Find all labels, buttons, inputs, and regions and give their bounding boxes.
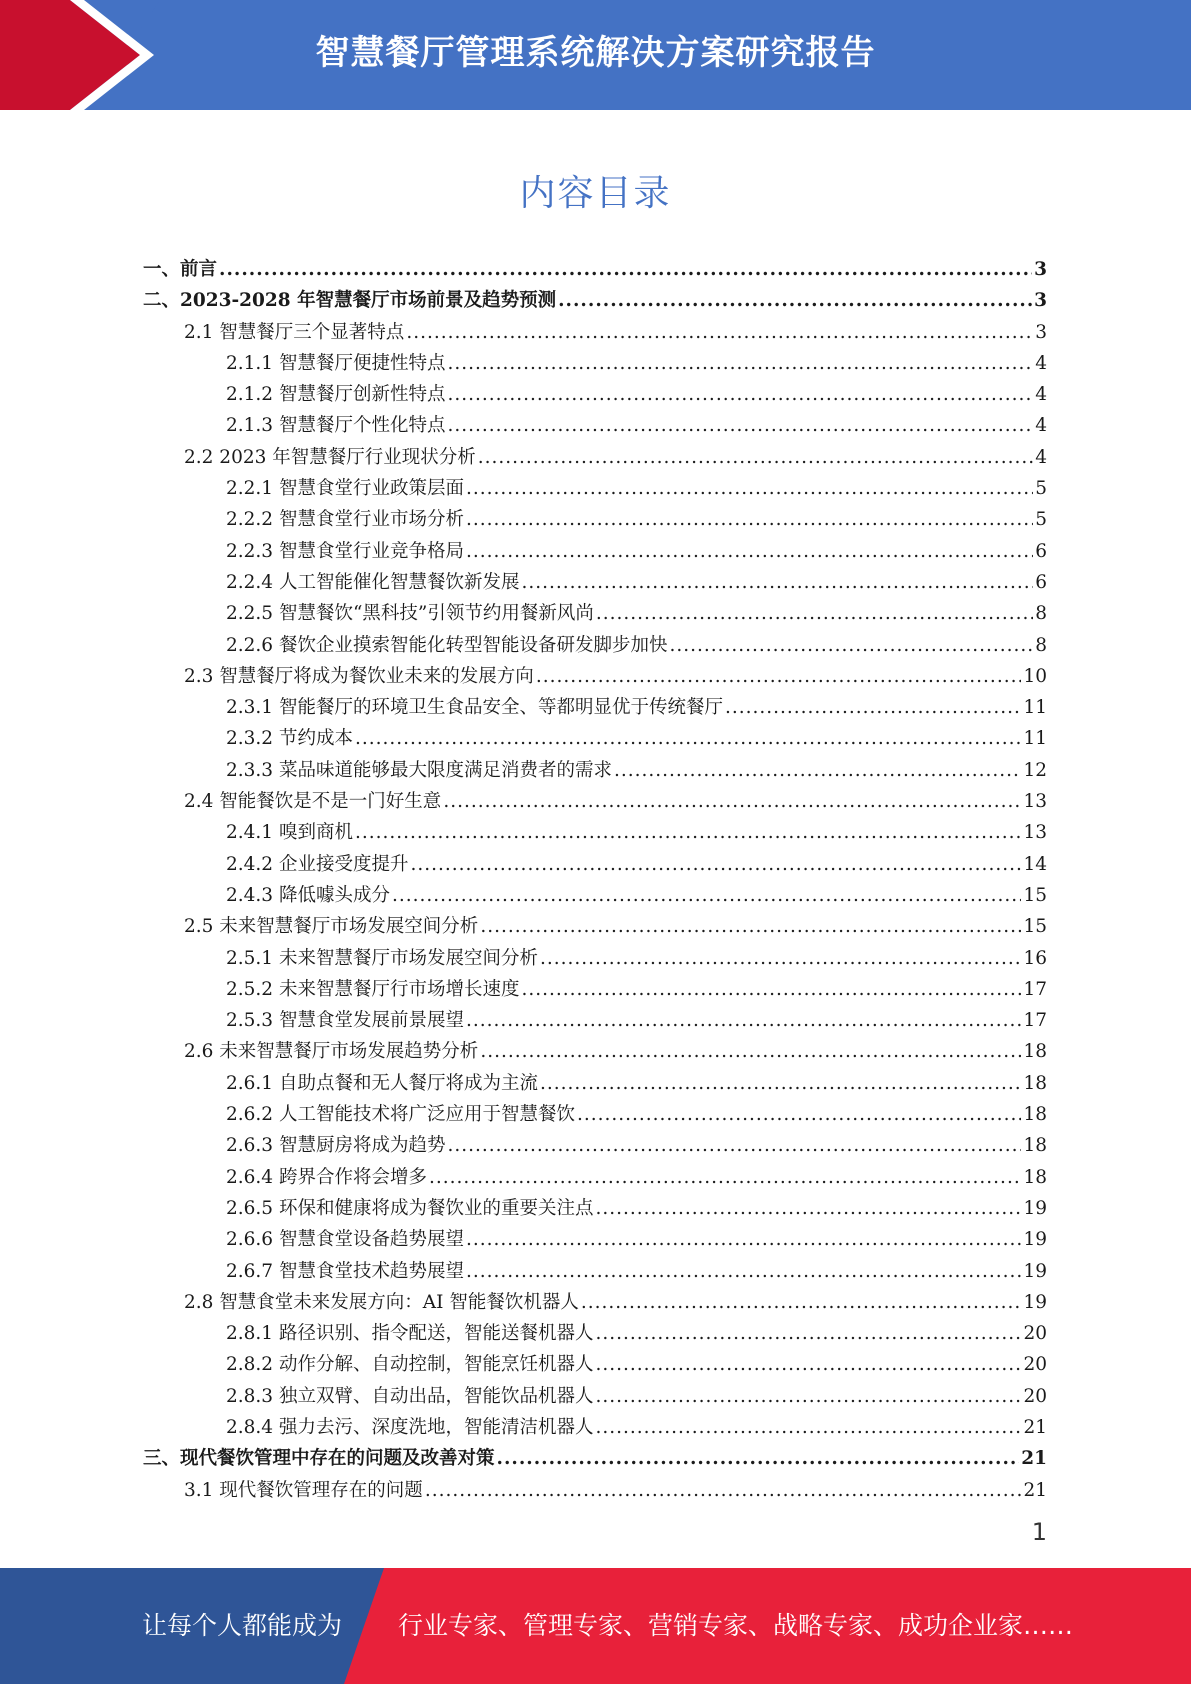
toc-entry[interactable] [143,1005,1047,1036]
toc-entry-label: 二、2023-2028 年智慧餐厅市场前景及趋势预测 [143,290,557,312]
toc-entry-page: 4 [1035,415,1047,437]
toc-entry[interactable] [143,598,1047,629]
toc-entry[interactable] [143,473,1047,504]
toc-entry-page: 16 [1023,947,1047,969]
toc-entry-label: 2.1 智慧餐厅三个显著特点 [184,321,405,343]
toc-entry-label: 2.2.3 智慧食堂行业竞争格局 [226,540,464,562]
toc-entry[interactable] [143,1412,1047,1443]
toc-entry-label: 2.4 智能餐饮是不是一门好生意 [184,791,442,813]
footer-slogan-right: 行业专家、管理专家、营销专家、战略专家、成功企业家…… [398,1611,1074,1640]
toc-entry[interactable] [143,661,1047,692]
toc-entry-label: 2.2.5 智慧餐饮“黑科技”引领节约用餐新风尚 [226,603,594,625]
toc-entry[interactable] [143,1099,1047,1130]
toc-entry[interactable] [143,317,1047,348]
toc-entry-page: 13 [1023,822,1047,844]
toc-entry[interactable] [143,723,1047,754]
toc-dot-leader [447,1130,1021,1161]
toc-entry-label: 2.6.4 跨界合作将会增多 [226,1166,427,1188]
toc-dot-leader [425,1475,1022,1506]
toc-entry-page: 15 [1023,916,1047,938]
toc-entry[interactable] [143,1287,1047,1318]
toc-entry-label: 2.2 2023 年智慧餐厅行业现状分析 [184,446,476,468]
toc-entry-label: 三、现代餐饮管理中存在的问题及改善对策 [143,1448,495,1470]
toc-dot-leader [447,410,1033,441]
toc-dot-leader [466,504,1033,535]
toc-dot-leader [581,1287,1022,1318]
toc-entry-page: 3 [1034,290,1047,312]
toc-dot-leader [595,1318,1021,1349]
toc-entry[interactable] [143,504,1047,535]
toc-entry-page: 3 [1035,321,1047,343]
toc-entry-page: 19 [1023,1260,1047,1282]
toc-entry[interactable] [143,410,1047,441]
toc-entry[interactable] [143,943,1047,974]
toc-entry[interactable] [143,442,1047,473]
toc-dot-leader [466,1256,1021,1287]
toc-entry-label: 2.8.4 强力去污、深度洗地，智能清洁机器人 [226,1416,594,1438]
toc-entry-label: 2.5.2 未来智慧餐厅行市场增长速度 [226,978,520,1000]
toc-entry-page: 18 [1023,1166,1047,1188]
toc-heading: 内容目录 [519,173,672,214]
toc-entry[interactable] [143,911,1047,942]
toc-entry-label: 2.2.6 餐饮企业摸索智能化转型智能设备研发脚步加快 [226,634,668,656]
toc-entry[interactable] [143,1193,1047,1224]
toc-dot-leader [355,817,1022,848]
toc-entry-page: 17 [1023,1010,1047,1032]
toc-entry-page: 19 [1023,1291,1047,1313]
toc-entry-label: 2.4.2 企业接受度提升 [226,853,409,875]
toc-entry[interactable] [143,1068,1047,1099]
toc-entry[interactable] [143,692,1047,723]
toc-entry-page: 18 [1023,1135,1047,1157]
toc-entry-page: 20 [1023,1385,1047,1407]
toc-entry-label: 2.8 智慧食堂未来发展方向：AI 智能餐饮机器人 [184,1291,579,1313]
toc-dot-leader [480,911,1021,942]
toc-entry-label: 2.3.2 节约成本 [226,728,353,750]
toc-dot-leader [536,661,1022,692]
toc-entry[interactable] [143,1349,1047,1380]
toc-entry[interactable] [143,1224,1047,1255]
toc-dot-leader [614,755,1021,786]
toc-entry-page: 4 [1035,352,1047,374]
toc-entry-page: 21 [1021,1448,1047,1470]
toc-dot-leader [595,1381,1021,1412]
toc-entry-page: 5 [1035,509,1047,531]
toc-entry-label: 2.5.3 智慧食堂发展前景展望 [226,1010,464,1032]
toc-entry-page: 11 [1023,697,1047,719]
toc-entry-page: 6 [1035,571,1047,593]
table-of-contents [143,254,1047,1506]
toc-entry-page: 3 [1034,259,1047,280]
toc-entry-label: 2.1.1 智慧餐厅便捷性特点 [226,352,446,374]
toc-entry[interactable] [143,1318,1047,1349]
toc-entry-label: 2.2.1 智慧食堂行业政策层面 [226,478,464,500]
toc-entry-page: 19 [1023,1229,1047,1251]
toc-entry[interactable] [143,536,1047,567]
toc-dot-leader [406,317,1033,348]
toc-entry[interactable] [143,630,1047,661]
toc-dot-leader [595,1412,1021,1443]
toc-entry-label: 2.4.1 嗅到商机 [226,822,353,844]
toc-dot-leader [466,1224,1021,1255]
toc-entry-page: 4 [1035,384,1047,406]
toc-entry-page: 12 [1023,759,1047,781]
toc-entry-label: 3.1 现代餐饮管理存在的问题 [184,1479,423,1501]
toc-dot-leader [577,1099,1021,1130]
toc-entry[interactable] [143,849,1047,880]
toc-entry[interactable] [143,755,1047,786]
document-title: 智慧餐厅管理系统解决方案研究报告 [315,33,876,73]
toc-dot-leader [392,880,1021,911]
toc-dot-leader [429,1162,1021,1193]
toc-entry[interactable] [143,379,1047,410]
toc-entry-label: 2.2.2 智慧食堂行业市场分析 [226,509,464,531]
toc-dot-leader [596,598,1033,629]
toc-dot-leader [466,473,1033,504]
toc-dot-leader [355,723,1022,754]
toc-dot-leader [478,442,1033,473]
toc-entry[interactable] [143,1162,1047,1193]
toc-entry-label: 2.6.6 智慧食堂设备趋势展望 [226,1229,464,1251]
toc-entry[interactable] [143,1475,1047,1506]
toc-entry-page: 5 [1035,478,1047,500]
toc-entry-label: 2.5.1 未来智慧餐厅市场发展空间分析 [226,947,538,969]
toc-entry-label: 2.8.2 动作分解、自动控制，智能烹饪机器人 [226,1354,594,1376]
toc-dot-leader [725,692,1021,723]
toc-entry-label: 2.5 未来智慧餐厅市场发展空间分析 [184,916,479,938]
toc-dot-leader [497,1443,1020,1474]
toc-dot-leader [521,567,1033,598]
toc-entry[interactable] [143,1036,1047,1067]
toc-entry-page: 19 [1023,1197,1047,1219]
toc-entry-page: 18 [1023,1104,1047,1126]
toc-entry-label: 2.1.2 智慧餐厅创新性特点 [226,384,446,406]
toc-dot-leader [595,1193,1021,1224]
toc-entry-label: 2.6.1 自助点餐和无人餐厅将成为主流 [226,1072,538,1094]
toc-entry-page: 11 [1023,728,1047,750]
toc-dot-leader [595,1349,1021,1380]
toc-entry-label: 2.6.7 智慧食堂技术趋势展望 [226,1260,464,1282]
toc-entry-label: 一、前言 [143,259,218,280]
toc-entry[interactable] [143,880,1047,911]
toc-dot-leader [540,943,1021,974]
toc-dot-leader [521,974,1021,1005]
chevron-arrow-icon [0,0,160,110]
toc-dot-leader [540,1068,1021,1099]
toc-entry-page: 13 [1023,791,1047,813]
toc-entry-page: 8 [1035,634,1047,656]
toc-entry-label: 2.6.5 环保和健康将成为餐饮业的重要关注点 [226,1197,594,1219]
toc-dot-leader [669,630,1033,661]
toc-entry-label: 2.3 智慧餐厅将成为餐饮业未来的发展方向 [184,665,534,687]
toc-entry-label: 2.1.3 智慧餐厅个性化特点 [226,415,446,437]
toc-entry-label: 2.2.4 人工智能催化智慧餐饮新发展 [226,571,520,593]
toc-entry-label: 2.6.2 人工智能技术将广泛应用于智慧餐饮 [226,1104,575,1126]
toc-entry-page: 17 [1023,978,1047,1000]
page-number: 1 [1031,1518,1047,1546]
toc-entry-page: 4 [1035,446,1047,468]
toc-entry[interactable] [143,786,1047,817]
toc-entry[interactable] [143,1443,1047,1474]
toc-entry-label: 2.3.3 菜品味道能够最大限度满足消费者的需求 [226,759,612,781]
toc-entry[interactable] [143,285,1047,316]
toc-entry-label: 2.4.3 降低噱头成分 [226,884,390,906]
toc-entry-page: 21 [1023,1479,1047,1501]
toc-entry-page: 14 [1023,853,1047,875]
toc-entry[interactable] [143,1381,1047,1412]
toc-entry[interactable] [143,1130,1047,1161]
toc-entry-page: 8 [1035,603,1047,625]
footer-slogan-left: 让每个人都能成为 [142,1611,343,1640]
header-banner [0,0,1191,110]
toc-entry-page: 21 [1023,1416,1047,1438]
toc-entry[interactable] [143,254,1047,285]
toc-dot-leader [443,786,1021,817]
toc-entry-label: 2.8.1 路径识别、指令配送，智能送餐机器人 [226,1323,594,1345]
toc-dot-leader [466,1005,1021,1036]
toc-entry-page: 10 [1023,665,1047,687]
toc-entry-page: 20 [1023,1354,1047,1376]
toc-dot-leader [480,1036,1021,1067]
toc-dot-leader [219,254,1032,285]
toc-entry-page: 6 [1035,540,1047,562]
toc-entry-page: 18 [1023,1072,1047,1094]
toc-entry[interactable] [143,567,1047,598]
toc-dot-leader [558,285,1032,316]
toc-dot-leader [466,536,1033,567]
toc-entry-label: 2.6.3 智慧厨房将成为趋势 [226,1135,446,1157]
toc-dot-leader [410,849,1021,880]
toc-dot-leader [447,379,1033,410]
toc-entry-label: 2.8.3 独立双臂、自动出品，智能饮品机器人 [226,1385,594,1407]
toc-entry[interactable] [143,348,1047,379]
footer-banner [0,1568,1191,1684]
toc-entry-page: 20 [1023,1323,1047,1345]
toc-entry[interactable] [143,974,1047,1005]
toc-entry-page: 15 [1023,884,1047,906]
toc-dot-leader [447,348,1033,379]
toc-entry-label: 2.6 未来智慧餐厅市场发展趋势分析 [184,1041,479,1063]
toc-entry-page: 18 [1023,1041,1047,1063]
toc-entry[interactable] [143,1256,1047,1287]
toc-entry[interactable] [143,817,1047,848]
toc-entry-label: 2.3.1 智能餐厅的环境卫生食品安全、等都明显优于传统餐厅 [226,697,723,719]
